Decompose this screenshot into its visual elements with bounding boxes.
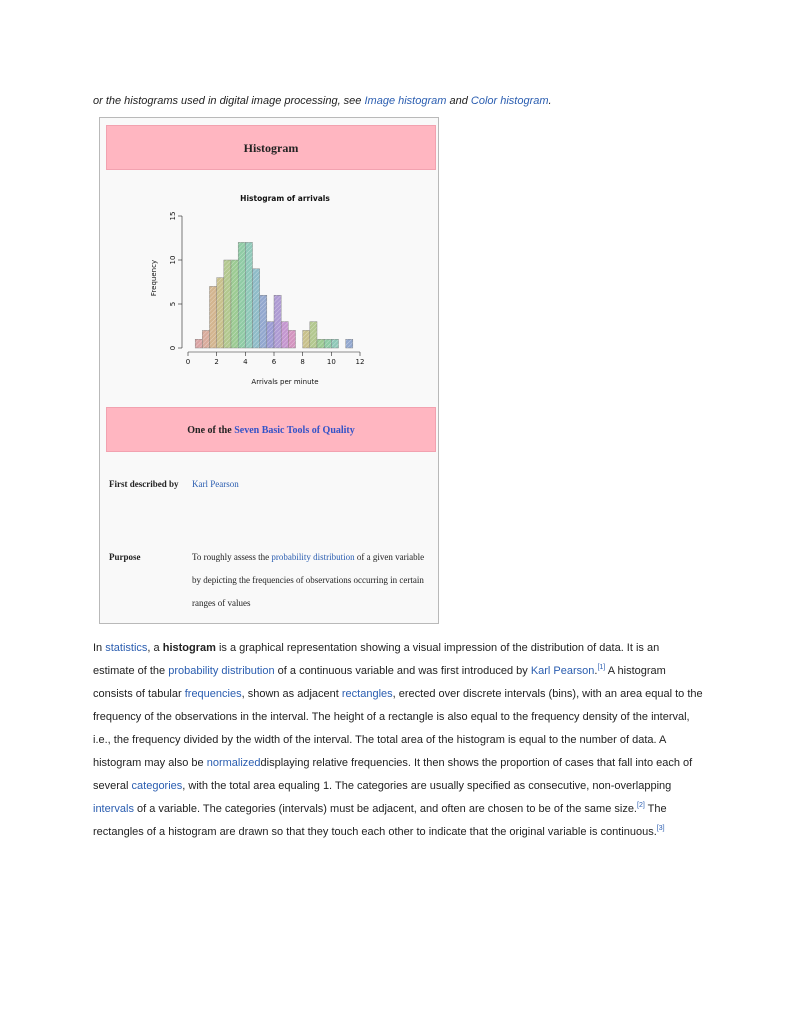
paragraph-text: , with the total area equaling 1. The categories are usually specified as consecutive, non-overlapping	[182, 780, 672, 792]
histogram-bar	[303, 330, 310, 348]
paragraph-text: of a continuous variable and was first introduced by	[274, 665, 531, 677]
infobox-subtitle-text: One of the	[187, 425, 235, 436]
y-tick-label: 0	[169, 345, 177, 351]
image-histogram-link[interactable]: Image histogram	[364, 95, 447, 107]
histogram-bar	[324, 339, 331, 348]
histogram-bar	[317, 339, 324, 348]
histogram-bar	[346, 339, 353, 348]
paragraph-text: displaying relative frequencies. It then shows the proportion of cases that fall into each of several	[93, 757, 693, 792]
histogram-chart	[140, 190, 380, 400]
infobox-subtitle	[106, 407, 436, 452]
y-tick-label: 10	[169, 255, 177, 265]
infobox-title: Histogram	[106, 125, 436, 170]
categories-link[interactable]: categories	[131, 780, 183, 792]
first-described-value	[192, 473, 239, 496]
histogram-bar	[260, 295, 267, 348]
histogram-bar	[224, 260, 231, 348]
histogram-bar	[267, 322, 274, 348]
histogram-bar	[331, 339, 338, 348]
purpose-label: Purpose	[109, 552, 141, 562]
histogram-bold: histogram	[162, 642, 216, 654]
intervals-link[interactable]: intervals	[93, 803, 134, 815]
citation-3-link[interactable]: [3]	[656, 825, 665, 832]
citation-1-link[interactable]: [1]	[597, 664, 606, 671]
histogram-bar	[231, 260, 238, 348]
histogram-bar	[288, 330, 295, 348]
paragraph-text: is a graphical representation showing a visual impression of the distribution of data. It is an estimate of the	[93, 642, 660, 677]
hatnote-text: or the histograms used in digital image processing, see	[93, 95, 365, 107]
paragraph-text: of a variable. The categories (intervals) must be adjacent, and often are chosen to be of the same size.	[133, 803, 637, 815]
paragraph-text: , erected over discrete intervals (bins), with an area equal to the frequency of the observations in the interval. The height of a rectangle is also equal to the frequency density of the interval, i.e., the frequency divided by the width of the interval. The total area of the histogram is equal to the number of data. A histogram may also be	[93, 688, 703, 769]
x-tick-label: 12	[355, 358, 365, 366]
histogram-bar	[217, 278, 224, 348]
x-tick-label: 6	[271, 358, 277, 366]
histogram-bar	[195, 339, 202, 348]
histogram-bar	[274, 295, 281, 348]
citation-2-link[interactable]: [2]	[637, 802, 645, 809]
hatnote	[93, 95, 552, 107]
chart-title: Histogram of arrivals	[240, 194, 330, 203]
x-tick-label: 8	[300, 358, 305, 366]
hatnote-text: .	[548, 95, 552, 107]
histogram-bar	[253, 269, 260, 348]
citation-2[interactable]	[637, 802, 645, 809]
article-paragraph: In statistics, a histogram is a graphical representation showing a visual impression of the distribution of data. It is an estimate of the probability distribution of a continuous variable and was first introduced by Karl Pearson.[1] A histogram consists of tabular frequencies, shown as adjacent rectangles, erected over discrete intervals (bins), with an area equal to the frequency of the observations in the interval. The height of a rectangle is also equal to the frequency density of the interval, i.e., the frequency divided by the width of the interval. The total area of the histogram is equal to the number of data. A histogram may also be normalizeddisplaying relative frequencies. It then shows the proportion of cases that fall into each of several categories, with the total area equaling 1. The categories are usually specified as consecutive, non-overlapping intervals of a variable. The categories (intervals) must be adjacent, and often are chosen to be of the same size.[2] The rectangles of a histogram are drawn so that they touch each other to indicate that the original variable is continuous.[3]	[93, 642, 703, 838]
paragraph-text: , shown as adjacent	[241, 688, 342, 700]
paragraph-text: , a	[147, 642, 163, 654]
seven-basic-tools-link[interactable]: Seven Basic Tools of Quality	[234, 425, 355, 436]
hatnote-text: and	[446, 95, 471, 107]
histogram-bar	[238, 242, 245, 348]
histogram-bar	[281, 322, 288, 348]
purpose-value	[192, 546, 428, 615]
paragraph-text: In	[93, 642, 106, 654]
purpose-text: To roughly assess the	[192, 552, 272, 562]
x-tick-label: 0	[185, 358, 191, 366]
purpose-text: of a given variable by depicting the frequencies of observations occurring in certain ranges of values	[192, 552, 425, 608]
y-tick-label: 5	[169, 301, 177, 307]
y-tick-label: 15	[169, 211, 177, 221]
karl-pearson-link[interactable]: Karl Pearson	[192, 479, 239, 489]
color-histogram-link[interactable]: Color histogram	[470, 95, 549, 107]
statistics-link[interactable]: statistics	[105, 642, 148, 654]
karl-pearson-link[interactable]: Karl Pearson	[530, 665, 595, 677]
probability-distribution-link[interactable]: probability distribution	[271, 552, 355, 562]
x-tick-label: 4	[243, 358, 248, 366]
paragraph-text: A histogram consists of tabular	[93, 665, 666, 700]
citation-3[interactable]	[657, 825, 665, 832]
chart-x-axis-label: Arrivals per minute	[251, 378, 319, 386]
histogram-bar	[202, 330, 209, 348]
first-described-label: First described by	[109, 479, 179, 489]
x-tick-label: 10	[326, 358, 336, 366]
paragraph-text: The rectangles of a histogram are drawn so that they touch each other to indicate that the original variable is continuous.	[93, 803, 667, 838]
normalized-link[interactable]: normalized	[206, 757, 261, 769]
frequencies-link[interactable]: frequencies	[184, 688, 242, 700]
probability-distribution-link[interactable]: probability distribution	[168, 665, 275, 677]
histogram-bar	[310, 322, 317, 348]
rectangles-link[interactable]: rectangles	[341, 688, 393, 700]
infobox	[99, 117, 439, 624]
histogram-bar	[210, 286, 217, 348]
chart-y-axis-label: Frequency	[150, 259, 158, 297]
x-tick-label: 2	[214, 358, 219, 366]
histogram-bar	[245, 242, 252, 348]
